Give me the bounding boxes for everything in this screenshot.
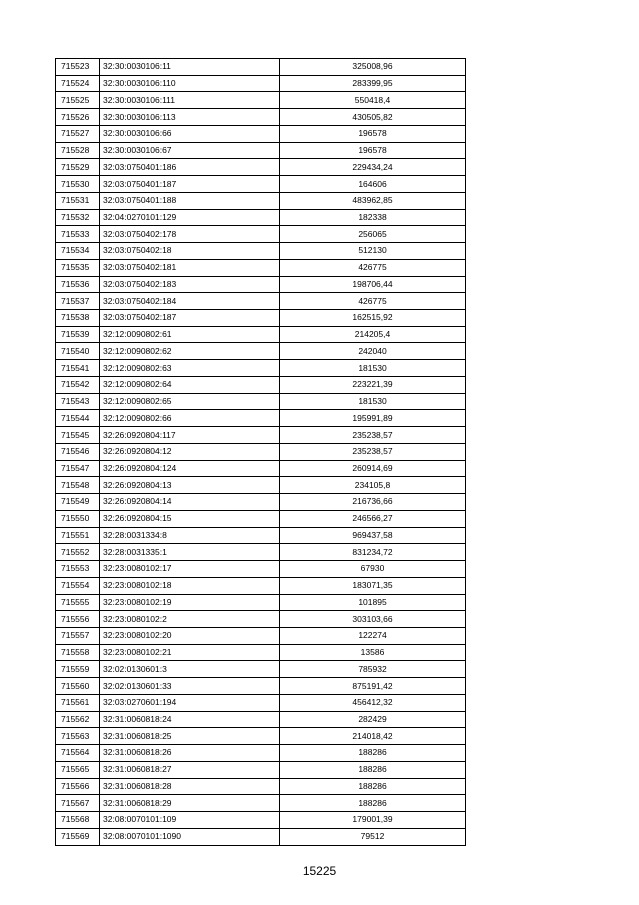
row-id-cell: 715526 — [56, 109, 100, 126]
cadastral-number-cell: 32:23:0080102:19 — [100, 594, 280, 611]
cadastral-number-cell: 32:23:0080102:21 — [100, 644, 280, 661]
value-cell: 234105,8 — [280, 477, 466, 494]
cadastral-number-cell: 32:23:0080102:2 — [100, 611, 280, 628]
cadastral-number-cell: 32:26:0920804:13 — [100, 477, 280, 494]
cadastral-number-cell: 32:12:0090802:63 — [100, 360, 280, 377]
value-cell: 303103,66 — [280, 611, 466, 628]
row-id-cell: 715534 — [56, 243, 100, 260]
cadastral-number-cell: 32:31:0060818:28 — [100, 778, 280, 795]
cadastral-number-cell: 32:12:0090802:61 — [100, 326, 280, 343]
row-id-cell: 715529 — [56, 159, 100, 176]
table-row — [56, 326, 466, 343]
value-cell: 216736,66 — [280, 494, 466, 511]
cadastral-number-cell: 32:26:0920804:117 — [100, 427, 280, 444]
table-row — [56, 310, 466, 327]
table-row — [56, 728, 466, 745]
cadastral-number-cell: 32:30:0030106:111 — [100, 92, 280, 109]
value-cell: 183071,35 — [280, 577, 466, 594]
row-id-cell: 715530 — [56, 176, 100, 193]
page-number: 15225 — [302, 864, 337, 878]
value-cell: 13586 — [280, 644, 466, 661]
value-cell: 79512 — [280, 828, 466, 845]
cadastral-number-cell: 32:23:0080102:17 — [100, 561, 280, 578]
value-cell: 246566,27 — [280, 510, 466, 527]
row-id-cell: 715547 — [56, 460, 100, 477]
row-id-cell: 715536 — [56, 276, 100, 293]
value-cell: 256065 — [280, 226, 466, 243]
value-cell: 188286 — [280, 795, 466, 812]
cadastral-number-cell: 32:03:0750402:183 — [100, 276, 280, 293]
row-id-cell: 715556 — [56, 611, 100, 628]
value-cell: 550418,4 — [280, 92, 466, 109]
row-id-cell: 715545 — [56, 427, 100, 444]
table-row — [56, 293, 466, 310]
cadastral-number-cell: 32:03:0750402:184 — [100, 293, 280, 310]
cadastral-number-cell: 32:31:0060818:27 — [100, 761, 280, 778]
cadastral-number-cell: 32:12:0090802:65 — [100, 393, 280, 410]
value-cell: 512130 — [280, 243, 466, 260]
row-id-cell: 715528 — [56, 142, 100, 159]
cadastral-number-cell: 32:26:0920804:14 — [100, 494, 280, 511]
row-id-cell: 715523 — [56, 59, 100, 76]
value-cell: 164606 — [280, 176, 466, 193]
value-cell: 196578 — [280, 142, 466, 159]
table-row — [56, 761, 466, 778]
row-id-cell: 715567 — [56, 795, 100, 812]
value-cell: 196578 — [280, 125, 466, 142]
value-cell: 969437,58 — [280, 527, 466, 544]
row-id-cell: 715538 — [56, 310, 100, 327]
table-row — [56, 125, 466, 142]
cadastral-number-cell: 32:03:0750402:18 — [100, 243, 280, 260]
table-body — [56, 59, 466, 846]
table-row — [56, 92, 466, 109]
value-cell: 235238,57 — [280, 427, 466, 444]
table-row — [56, 611, 466, 628]
value-cell: 242040 — [280, 343, 466, 360]
row-id-cell: 715532 — [56, 209, 100, 226]
cadastral-number-cell: 32:31:0060818:25 — [100, 728, 280, 745]
value-cell: 182338 — [280, 209, 466, 226]
value-cell: 188286 — [280, 761, 466, 778]
row-id-cell: 715550 — [56, 510, 100, 527]
row-id-cell: 715524 — [56, 75, 100, 92]
value-cell: 283399,95 — [280, 75, 466, 92]
value-cell: 179001,39 — [280, 812, 466, 829]
row-id-cell: 715560 — [56, 678, 100, 695]
table-row — [56, 678, 466, 695]
value-cell: 875191,42 — [280, 678, 466, 695]
row-id-cell: 715527 — [56, 125, 100, 142]
value-cell: 188286 — [280, 778, 466, 795]
row-id-cell: 715566 — [56, 778, 100, 795]
row-id-cell: 715537 — [56, 293, 100, 310]
value-cell: 101895 — [280, 594, 466, 611]
table-row — [56, 360, 466, 377]
cadastral-number-cell: 32:12:0090802:64 — [100, 376, 280, 393]
table-row — [56, 711, 466, 728]
row-id-cell: 715554 — [56, 577, 100, 594]
table-row — [56, 410, 466, 427]
row-id-cell: 715562 — [56, 711, 100, 728]
cadastral-number-cell: 32:03:0750401:186 — [100, 159, 280, 176]
cadastral-number-cell: 32:30:0030106:66 — [100, 125, 280, 142]
value-cell: 195991,89 — [280, 410, 466, 427]
cadastral-number-cell: 32:03:0750402:187 — [100, 310, 280, 327]
row-id-cell: 715533 — [56, 226, 100, 243]
cadastral-number-cell: 32:03:0750401:188 — [100, 192, 280, 209]
row-id-cell: 715568 — [56, 812, 100, 829]
table-row — [56, 527, 466, 544]
table-row — [56, 393, 466, 410]
cadastral-number-cell: 32:28:0031334:8 — [100, 527, 280, 544]
row-id-cell: 715565 — [56, 761, 100, 778]
table-row — [56, 259, 466, 276]
cadastral-number-cell: 32:03:0750401:187 — [100, 176, 280, 193]
table-row — [56, 75, 466, 92]
table-row — [56, 510, 466, 527]
table-row — [56, 477, 466, 494]
cadastral-number-cell: 32:26:0920804:15 — [100, 510, 280, 527]
table-row — [56, 427, 466, 444]
value-cell: 67930 — [280, 561, 466, 578]
table-row — [56, 142, 466, 159]
table-row — [56, 59, 466, 76]
row-id-cell: 715558 — [56, 644, 100, 661]
table-row — [56, 443, 466, 460]
row-id-cell: 715535 — [56, 259, 100, 276]
value-cell: 214018,42 — [280, 728, 466, 745]
row-id-cell: 715541 — [56, 360, 100, 377]
table-row — [56, 795, 466, 812]
value-cell: 426775 — [280, 259, 466, 276]
row-id-cell: 715540 — [56, 343, 100, 360]
cadastral-number-cell: 32:31:0060818:29 — [100, 795, 280, 812]
value-cell: 188286 — [280, 745, 466, 762]
cadastral-number-cell: 32:03:0750402:178 — [100, 226, 280, 243]
table-row — [56, 494, 466, 511]
row-id-cell: 715569 — [56, 828, 100, 845]
row-id-cell: 715542 — [56, 376, 100, 393]
row-id-cell: 715548 — [56, 477, 100, 494]
row-id-cell: 715539 — [56, 326, 100, 343]
table-row — [56, 209, 466, 226]
cadastral-number-cell: 32:30:0030106:67 — [100, 142, 280, 159]
row-id-cell: 715559 — [56, 661, 100, 678]
row-id-cell: 715563 — [56, 728, 100, 745]
table-row — [56, 577, 466, 594]
row-id-cell: 715525 — [56, 92, 100, 109]
cadastral-number-cell: 32:26:0920804:12 — [100, 443, 280, 460]
table-row — [56, 812, 466, 829]
value-cell: 430505,82 — [280, 109, 466, 126]
value-cell: 456412,32 — [280, 694, 466, 711]
value-cell: 181530 — [280, 360, 466, 377]
row-id-cell: 715555 — [56, 594, 100, 611]
value-cell: 198706,44 — [280, 276, 466, 293]
cadastral-number-cell: 32:04:0270101:129 — [100, 209, 280, 226]
cadastral-number-cell: 32:30:0030106:110 — [100, 75, 280, 92]
cadastral-number-cell: 32:23:0080102:20 — [100, 627, 280, 644]
table-row — [56, 159, 466, 176]
cadastral-number-cell: 32:23:0080102:18 — [100, 577, 280, 594]
cadastral-number-cell: 32:30:0030106:11 — [100, 59, 280, 76]
row-id-cell: 715561 — [56, 694, 100, 711]
cadastral-number-cell: 32:28:0031335:1 — [100, 544, 280, 561]
cadastral-number-cell: 32:26:0920804:124 — [100, 460, 280, 477]
row-id-cell: 715546 — [56, 443, 100, 460]
table-row — [56, 778, 466, 795]
cadastral-number-cell: 32:30:0030106:113 — [100, 109, 280, 126]
row-id-cell: 715557 — [56, 627, 100, 644]
value-cell: 223221,39 — [280, 376, 466, 393]
row-id-cell: 715553 — [56, 561, 100, 578]
row-id-cell: 715544 — [56, 410, 100, 427]
table-row — [56, 243, 466, 260]
table-row — [56, 694, 466, 711]
table-row — [56, 192, 466, 209]
cadastral-number-cell: 32:31:0060818:24 — [100, 711, 280, 728]
value-cell: 181530 — [280, 393, 466, 410]
value-cell: 426775 — [280, 293, 466, 310]
value-cell: 325008,96 — [280, 59, 466, 76]
table-row — [56, 276, 466, 293]
table-row — [56, 544, 466, 561]
value-cell: 483962,85 — [280, 192, 466, 209]
value-cell: 235238,57 — [280, 443, 466, 460]
table-row — [56, 109, 466, 126]
row-id-cell: 715551 — [56, 527, 100, 544]
cadastral-number-cell: 32:08:0070101:1090 — [100, 828, 280, 845]
cadastral-number-cell: 32:03:0270601:194 — [100, 694, 280, 711]
row-id-cell: 715531 — [56, 192, 100, 209]
table-row — [56, 661, 466, 678]
cadastral-number-cell: 32:31:0060818:26 — [100, 745, 280, 762]
table-row — [56, 561, 466, 578]
table-row — [56, 176, 466, 193]
table-row — [56, 376, 466, 393]
value-cell: 162515,92 — [280, 310, 466, 327]
value-cell: 282429 — [280, 711, 466, 728]
table-row — [56, 226, 466, 243]
data-table — [55, 58, 466, 846]
cadastral-number-cell: 32:08:0070101:109 — [100, 812, 280, 829]
value-cell: 785932 — [280, 661, 466, 678]
row-id-cell: 715543 — [56, 393, 100, 410]
table-row — [56, 828, 466, 845]
table-row — [56, 594, 466, 611]
table-row — [56, 343, 466, 360]
cadastral-number-cell: 32:02:0130601:3 — [100, 661, 280, 678]
cadastral-number-cell: 32:12:0090802:62 — [100, 343, 280, 360]
table-row — [56, 644, 466, 661]
row-id-cell: 715564 — [56, 745, 100, 762]
cadastral-number-cell: 32:12:0090802:66 — [100, 410, 280, 427]
table-row — [56, 627, 466, 644]
row-id-cell: 715552 — [56, 544, 100, 561]
row-id-cell: 715549 — [56, 494, 100, 511]
table-row — [56, 460, 466, 477]
cadastral-number-cell: 32:02:0130601:33 — [100, 678, 280, 695]
value-cell: 229434,24 — [280, 159, 466, 176]
value-cell: 214205,4 — [280, 326, 466, 343]
table-row — [56, 745, 466, 762]
cadastral-number-cell: 32:03:0750402:181 — [100, 259, 280, 276]
value-cell: 831234,72 — [280, 544, 466, 561]
value-cell: 260914,69 — [280, 460, 466, 477]
value-cell: 122274 — [280, 627, 466, 644]
